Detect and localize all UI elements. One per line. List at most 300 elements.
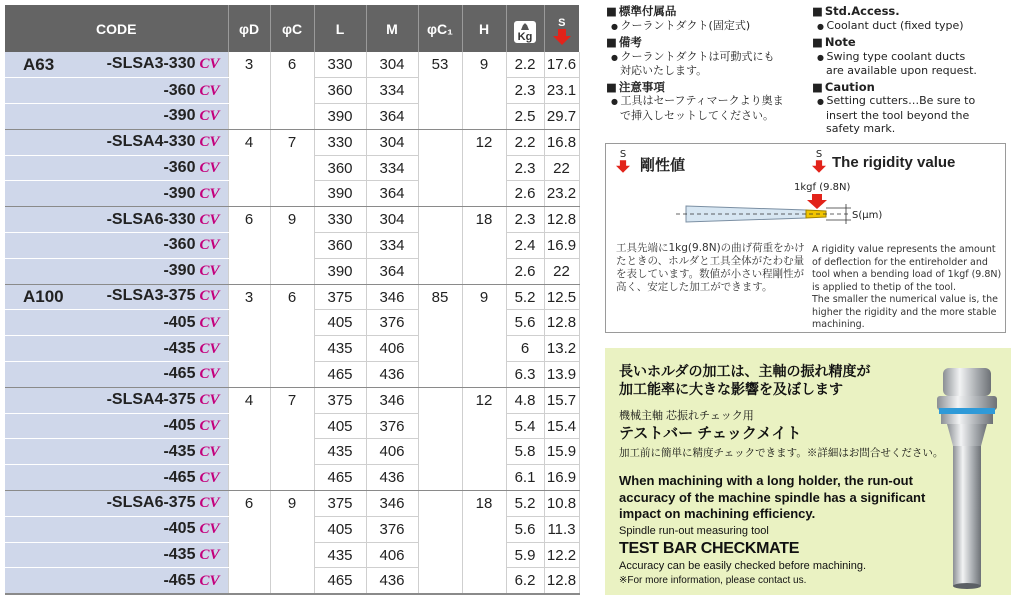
- table-row: [5, 387, 579, 413]
- cell-d: [228, 233, 270, 259]
- cell-kg: 5.2: [506, 491, 544, 517]
- cell-c: [270, 413, 314, 439]
- cell-c: [270, 181, 314, 207]
- cv-mark: CV: [199, 443, 220, 460]
- cell-l: 375: [314, 387, 366, 413]
- notes-japanese: [606, 5, 806, 122]
- cell-c: [270, 258, 314, 284]
- promo-panel: [605, 348, 1011, 595]
- cell-s: 12.8: [544, 207, 579, 233]
- cell-kg: 2.3: [506, 78, 544, 104]
- holder-group-label: A63: [23, 54, 55, 74]
- rigidity-s-jp: S: [619, 149, 627, 160]
- cell-c: [270, 336, 314, 362]
- cell-l: 390: [314, 258, 366, 284]
- cv-mark: CV: [199, 392, 220, 409]
- caution-body-en: ● Setting cutters…Be sure to insert the tool beyond the safety mark.: [812, 94, 997, 136]
- code-label: -SLSA3-375: [106, 287, 196, 305]
- cell-c: [270, 516, 314, 542]
- cell-kg: 2.2: [506, 52, 544, 78]
- code-cell: [5, 465, 228, 491]
- code-label: -360: [163, 236, 196, 254]
- code-label: -390: [163, 262, 196, 280]
- rigidity-icon: [553, 18, 571, 45]
- rigidity-text-en-2: The smaller the numerical value is, the higher the rigidity and the more stable machining.: [812, 294, 998, 330]
- weight-icon: [514, 21, 536, 43]
- cell-s: 15.7: [544, 387, 579, 413]
- cell-d: [228, 465, 270, 491]
- code-label: -405: [163, 417, 196, 435]
- code-cell: [5, 491, 228, 517]
- cell-d: 4: [228, 129, 270, 155]
- code-label: -465: [163, 365, 196, 383]
- code-label: -405: [163, 520, 196, 538]
- col-code: CODE: [5, 5, 228, 52]
- cv-mark: CV: [199, 521, 220, 538]
- cell-c1: [418, 129, 462, 155]
- cell-h: [462, 310, 506, 336]
- cell-c1: [418, 104, 462, 130]
- cv-mark: CV: [199, 134, 220, 151]
- col-c: φC: [270, 5, 314, 52]
- cell-d: [228, 516, 270, 542]
- cell-l: 375: [314, 491, 366, 517]
- code-cell: [5, 310, 228, 336]
- cell-kg: 2.3: [506, 207, 544, 233]
- cell-m: 406: [366, 336, 418, 362]
- cell-s: 22: [544, 258, 579, 284]
- cell-d: [228, 258, 270, 284]
- cell-c: 6: [270, 52, 314, 78]
- cell-m: 304: [366, 207, 418, 233]
- code-cell: [5, 387, 228, 413]
- cell-c1: [418, 310, 462, 336]
- code-label: -360: [163, 81, 196, 99]
- cell-d: [228, 542, 270, 568]
- promo-headline-en-2: accuracy of the machine spindle has a significant: [619, 489, 926, 505]
- cell-c1: [418, 413, 462, 439]
- cell-c: [270, 362, 314, 388]
- cell-l: 405: [314, 516, 366, 542]
- table-row: [5, 542, 579, 568]
- cell-s: 15.4: [544, 413, 579, 439]
- cell-h: [462, 542, 506, 568]
- code-cell: [5, 52, 228, 78]
- rigidity-text-en-1: A rigidity value represents the amount of deflection for the entireholder and tool when a bending load of 1kgf (9.8N) is applied to thetip of the tool.: [812, 244, 1002, 293]
- table-row: [5, 78, 579, 104]
- cell-d: [228, 155, 270, 181]
- cell-s: 11.3: [544, 516, 579, 542]
- code-label: -SLSA3-330: [106, 54, 196, 72]
- table-row: [5, 104, 579, 130]
- cell-c1: [418, 181, 462, 207]
- code-label: -SLSA6-330: [106, 210, 196, 228]
- promo-headline-jp-1: 長いホルダの加工は、主軸の振れ精度が: [619, 363, 871, 379]
- cell-d: 3: [228, 52, 270, 78]
- cell-c: [270, 439, 314, 465]
- cell-c: [270, 155, 314, 181]
- cell-d: [228, 336, 270, 362]
- table-row: [5, 336, 579, 362]
- cell-kg: 2.4: [506, 233, 544, 259]
- cv-mark: CV: [199, 263, 220, 280]
- code-label: -465: [163, 468, 196, 486]
- table-row: [5, 258, 579, 284]
- code-cell: [5, 207, 228, 233]
- cell-h: 12: [462, 129, 506, 155]
- code-label: -360: [163, 159, 196, 177]
- cell-h: [462, 568, 506, 594]
- cell-c: 7: [270, 129, 314, 155]
- cell-c1: 85: [418, 284, 462, 310]
- cell-c1: [418, 387, 462, 413]
- code-label: -SLSA4-330: [106, 133, 196, 151]
- table-row: [5, 465, 579, 491]
- note-heading-en: ■ Note: [812, 36, 1012, 50]
- cell-d: [228, 439, 270, 465]
- table-row: [5, 310, 579, 336]
- cell-c: [270, 568, 314, 594]
- col-rigidity: [544, 5, 579, 52]
- cell-c1: [418, 336, 462, 362]
- cell-c: 7: [270, 387, 314, 413]
- table-row: [5, 413, 579, 439]
- promo-product-jp: テストバー チェックメイト: [619, 425, 802, 442]
- cell-m: 376: [366, 310, 418, 336]
- cell-m: 376: [366, 413, 418, 439]
- cell-d: 4: [228, 387, 270, 413]
- table-row: [5, 52, 579, 78]
- cell-kg: 6.1: [506, 465, 544, 491]
- cv-mark: CV: [199, 418, 220, 435]
- cv-mark: CV: [199, 237, 220, 254]
- cv-mark: CV: [199, 495, 220, 512]
- col-m: M: [366, 5, 418, 52]
- holder-group-label: A100: [23, 287, 64, 307]
- cv-mark: CV: [199, 469, 220, 486]
- cell-m: 304: [366, 52, 418, 78]
- code-label: -405: [163, 313, 196, 331]
- caution-heading-en: ■ Caution: [812, 81, 1012, 95]
- cell-m: 346: [366, 491, 418, 517]
- cell-c1: [418, 568, 462, 594]
- cell-h: 9: [462, 52, 506, 78]
- cell-kg: 5.4: [506, 413, 544, 439]
- cv-mark: CV: [199, 340, 220, 357]
- cv-mark: CV: [199, 314, 220, 331]
- cell-kg: 5.6: [506, 516, 544, 542]
- cell-m: 436: [366, 568, 418, 594]
- promo-headline-en-3: impact on machining efficiency.: [619, 506, 816, 521]
- table-row: [5, 362, 579, 388]
- cell-c1: [418, 258, 462, 284]
- cell-l: 465: [314, 362, 366, 388]
- code-cell: [5, 413, 228, 439]
- rigidity-text-jp: 工具先端に1kg(9.8N)の曲げ荷重をかけたときの、ホルダと工具全体がたわむ量を表しています。数値が小さい程剛性が高く、安定した加工ができます。: [616, 242, 805, 293]
- cv-mark: CV: [199, 185, 220, 202]
- cell-m: 346: [366, 387, 418, 413]
- cell-s: 22: [544, 155, 579, 181]
- cell-c1: 53: [418, 52, 462, 78]
- std-body-jp: ● クーラントダクト(固定式): [606, 19, 806, 34]
- cell-s: 23.1: [544, 78, 579, 104]
- std-heading-jp: ■ 標準付属品: [606, 5, 806, 19]
- rigidity-s-label: S: [558, 16, 566, 29]
- rigidity-s-en: S: [815, 149, 823, 160]
- cell-l: 435: [314, 336, 366, 362]
- cell-kg: 5.9: [506, 542, 544, 568]
- cell-h: 12: [462, 387, 506, 413]
- cell-s: 16.9: [544, 465, 579, 491]
- caution-body-jp: ● 工具はセーフティマークより奥まで挿入しセットしてください。: [606, 94, 791, 122]
- cell-m: 364: [366, 104, 418, 130]
- code-label: -SLSA4-375: [106, 391, 196, 409]
- cell-c1: [418, 516, 462, 542]
- cell-d: [228, 78, 270, 104]
- cell-h: [462, 465, 506, 491]
- cell-c: [270, 104, 314, 130]
- cell-c1: [418, 465, 462, 491]
- cell-l: 360: [314, 233, 366, 259]
- cell-m: 436: [366, 362, 418, 388]
- cell-h: [462, 413, 506, 439]
- cell-c: [270, 233, 314, 259]
- cell-h: [462, 362, 506, 388]
- cell-kg: 5.8: [506, 439, 544, 465]
- cell-m: 406: [366, 439, 418, 465]
- cell-h: [462, 336, 506, 362]
- promo-product-en: TEST BAR CHECKMATE: [619, 540, 800, 557]
- code-cell: [5, 129, 228, 155]
- code-cell: [5, 542, 228, 568]
- cell-c1: [418, 207, 462, 233]
- rigidity-title-en: The rigidity value: [832, 154, 956, 171]
- cell-d: 6: [228, 491, 270, 517]
- promo-headline-jp: [619, 362, 870, 398]
- table-row: [5, 491, 579, 517]
- cell-h: [462, 155, 506, 181]
- cell-m: 346: [366, 284, 418, 310]
- cv-mark: CV: [199, 211, 220, 228]
- cell-s: 12.5: [544, 284, 579, 310]
- notes-english: [812, 5, 1012, 136]
- promo-headline-jp-2: 加工能率に大きな影響を及ぼします: [619, 381, 843, 397]
- cell-s: 12.2: [544, 542, 579, 568]
- code-label: -SLSA6-375: [106, 494, 196, 512]
- promo-sub-jp: 機械主軸 芯振れチェック用: [619, 410, 754, 422]
- rigidity-icon-jp: [616, 150, 630, 176]
- cell-c1: [418, 78, 462, 104]
- cell-h: 18: [462, 491, 506, 517]
- cell-l: 465: [314, 568, 366, 594]
- cell-m: 406: [366, 542, 418, 568]
- cell-d: [228, 310, 270, 336]
- table-row: [5, 284, 579, 310]
- cell-m: 334: [366, 233, 418, 259]
- table-row: [5, 129, 579, 155]
- table-row: [5, 233, 579, 259]
- cell-c: 9: [270, 207, 314, 233]
- code-label: -435: [163, 339, 196, 357]
- table-header: [5, 5, 579, 52]
- cell-m: 304: [366, 129, 418, 155]
- code-cell: [5, 181, 228, 207]
- cell-l: 390: [314, 104, 366, 130]
- cell-d: [228, 104, 270, 130]
- cell-l: 390: [314, 181, 366, 207]
- s-unit-label: S(μm): [852, 210, 883, 221]
- rigidity-icon-en: [812, 150, 826, 176]
- cell-kg: 6.2: [506, 568, 544, 594]
- cv-mark: CV: [199, 160, 220, 177]
- code-cell: [5, 233, 228, 259]
- cell-l: 405: [314, 413, 366, 439]
- cell-h: [462, 233, 506, 259]
- cell-d: [228, 568, 270, 594]
- code-label: -390: [163, 184, 196, 202]
- cell-h: [462, 439, 506, 465]
- table-row: [5, 439, 579, 465]
- cell-h: [462, 258, 506, 284]
- cell-c1: [418, 542, 462, 568]
- code-cell: [5, 78, 228, 104]
- cell-l: 330: [314, 129, 366, 155]
- promo-desc-en: Accuracy can be easily checked before machining.: [619, 560, 867, 572]
- cell-d: [228, 181, 270, 207]
- cell-s: 15.9: [544, 439, 579, 465]
- code-label: -390: [163, 107, 196, 125]
- cell-kg: 2.5: [506, 104, 544, 130]
- cell-l: 465: [314, 465, 366, 491]
- cell-d: 6: [228, 207, 270, 233]
- promo-headline-en: [619, 473, 925, 523]
- cell-s: 17.6: [544, 52, 579, 78]
- cell-kg: 2.2: [506, 129, 544, 155]
- cell-l: 405: [314, 310, 366, 336]
- note-heading-jp: ■ 備考: [606, 36, 806, 50]
- col-h: H: [462, 5, 506, 52]
- rigidity-text-en: [812, 244, 1002, 332]
- test-bar-image: [933, 366, 1003, 591]
- table-row: [5, 568, 579, 594]
- code-cell: [5, 284, 228, 310]
- cell-m: 364: [366, 181, 418, 207]
- cell-l: 360: [314, 78, 366, 104]
- col-d: φD: [228, 5, 270, 52]
- deflection-diagram: [676, 194, 866, 234]
- cell-kg: 6: [506, 336, 544, 362]
- weight-unit-label: Kg: [517, 30, 533, 43]
- cell-l: 360: [314, 155, 366, 181]
- code-label: -435: [163, 546, 196, 564]
- cv-mark: CV: [199, 572, 220, 589]
- cell-h: [462, 78, 506, 104]
- cell-l: 330: [314, 52, 366, 78]
- cell-h: [462, 104, 506, 130]
- cell-c1: [418, 491, 462, 517]
- cell-s: 23.2: [544, 181, 579, 207]
- cell-c: [270, 310, 314, 336]
- promo-contact-en: ※For more information, please contact us.: [619, 575, 807, 586]
- cell-h: 18: [462, 207, 506, 233]
- cell-m: 364: [366, 258, 418, 284]
- code-cell: [5, 155, 228, 181]
- cell-c1: [418, 362, 462, 388]
- code-cell: [5, 516, 228, 542]
- cell-kg: 2.6: [506, 258, 544, 284]
- code-cell: [5, 336, 228, 362]
- code-cell: [5, 104, 228, 130]
- cell-s: 10.8: [544, 491, 579, 517]
- cell-s: 16.8: [544, 129, 579, 155]
- cell-kg: 5.6: [506, 310, 544, 336]
- cell-l: 330: [314, 207, 366, 233]
- rigidity-box: [605, 143, 1006, 333]
- spec-table: [5, 5, 580, 595]
- cv-mark: CV: [199, 55, 220, 72]
- cell-h: [462, 516, 506, 542]
- cell-c: 9: [270, 491, 314, 517]
- std-body-en: ● Coolant duct (fixed type): [812, 19, 1012, 34]
- cell-c: [270, 542, 314, 568]
- cell-c: [270, 78, 314, 104]
- cell-m: 376: [366, 516, 418, 542]
- promo-desc-jp: 加工前に簡単に精度チェックできます。※詳細はお問合せください。: [619, 447, 944, 459]
- cv-mark: CV: [199, 547, 220, 564]
- table-row: [5, 516, 579, 542]
- cell-kg: 2.3: [506, 155, 544, 181]
- cv-mark: CV: [199, 288, 220, 305]
- code-label: -435: [163, 442, 196, 460]
- promo-sub-en: Spindle run-out measuring tool: [619, 525, 769, 537]
- note-body-en: ● Swing type coolant ducts are available upon request.: [812, 50, 982, 78]
- cv-mark: CV: [199, 366, 220, 383]
- caution-heading-jp: ■ 注意事項: [606, 81, 806, 95]
- cell-s: 13.9: [544, 362, 579, 388]
- promo-headline-en-1: When machining with a long holder, the run-out: [619, 473, 913, 488]
- code-cell: [5, 258, 228, 284]
- cell-s: 16.9: [544, 233, 579, 259]
- col-l: L: [314, 5, 366, 52]
- table-row: [5, 181, 579, 207]
- cell-s: 29.7: [544, 104, 579, 130]
- cell-c: [270, 465, 314, 491]
- cell-d: [228, 413, 270, 439]
- cell-c1: [418, 439, 462, 465]
- cell-c: 6: [270, 284, 314, 310]
- cell-s: 13.2: [544, 336, 579, 362]
- rigidity-title-jp: 剛性値: [640, 157, 686, 174]
- cell-m: 334: [366, 155, 418, 181]
- std-heading-en: ■ Std.Access.: [812, 5, 1012, 19]
- code-label: -465: [163, 571, 196, 589]
- cell-kg: 4.8: [506, 387, 544, 413]
- cell-d: 3: [228, 284, 270, 310]
- cell-c1: [418, 155, 462, 181]
- table-row: [5, 155, 579, 181]
- cell-m: 334: [366, 78, 418, 104]
- cell-l: 375: [314, 284, 366, 310]
- cell-kg: 6.3: [506, 362, 544, 388]
- cv-mark: CV: [199, 82, 220, 99]
- cell-c1: [418, 233, 462, 259]
- code-cell: [5, 362, 228, 388]
- col-weight: [506, 5, 544, 52]
- table-row: [5, 207, 579, 233]
- cell-s: 12.8: [544, 568, 579, 594]
- col-c1: φC₁: [418, 5, 462, 52]
- cell-h: 9: [462, 284, 506, 310]
